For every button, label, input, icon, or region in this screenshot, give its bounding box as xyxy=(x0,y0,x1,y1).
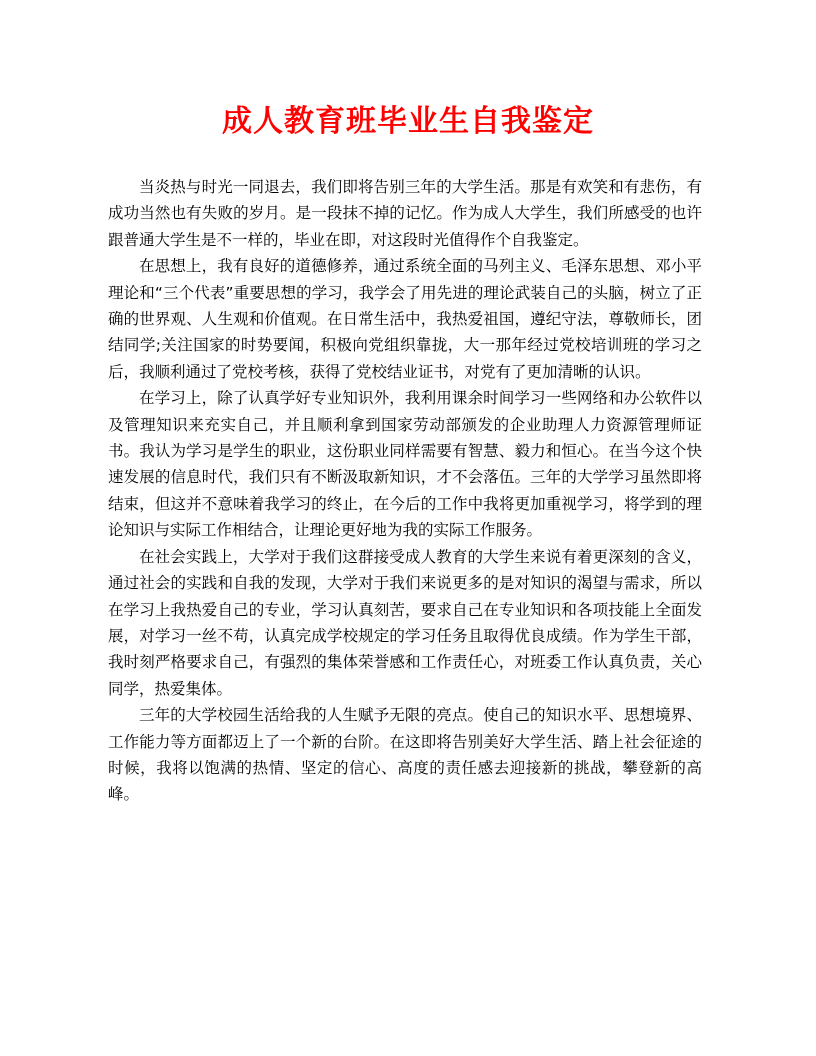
paragraph-ideology: 在思想上，我有良好的道德修养，通过系统全面的马列主义、毛泽东思想、邓小平理论和“三个代表”重要思想的学习，我学会了用先进的理论武装自己的头脑，树立了正确的世界观、人生观和价值观。在日常生活中，我热爱祖国，遵纪守法，尊敬师长，团结同学;关注国家的时势要闻，积极向党组织靠拢，大一那年经过党校培训班的学习之后，我顺利通过了党校考核，获得了党校结业证书，对党有了更加清晰的认识。 xyxy=(108,257,702,381)
document-title: 成人教育班毕业生自我鉴定 xyxy=(222,104,594,139)
paragraph-conclusion: 三年的大学校园生活给我的人生赋予无限的亮点。使自己的知识水平、思想境界、工作能力等方面都迈上了一个新的台阶。在这即将告别美好大学生活、踏上社会征途的时候，我将以饱满的热情、坚定的信心、高度的责任感去迎接新的挑战，攀登新的高峰。 xyxy=(108,706,702,804)
paragraph-study: 在学习上，除了认真学好专业知识外，我利用课余时间学习一些网络和办公软件以及管理知识来充实自己，并且顺利拿到国家劳动部颁发的企业助理人力资源管理师证书。我认为学习是学生的职业，这份职业同样需要有智慧、毅力和恒心。在当今这个快速发展的信息时代，我们只有不断汲取新知识，才不会落伍。三年的大学学习虽然即将结束，但这并不意味着我学习的终止，在今后的工作中我将更加重视学习，将学到的理论知识与实际工作相结合，让理论更好地为我的实际工作服务。 xyxy=(108,389,702,540)
paragraph-social-practice: 在社会实践上，大学对于我们这群接受成人教育的大学生来说有着更深刻的含义，通过社会的实践和自我的发现，大学对于我们来说更多的是对知识的渴望与需求，所以在学习上我热爱自己的专业，学习认真刻苦，要求自己在专业知识和各项技能上全面发展，对学习一丝不苟，认真完成学校规定的学习任务且取得优良成绩。作为学生干部，我时刻严格要求自己，有强烈的集体荣誉感和工作责任心，对班委工作认真负责，关心同学，热爱集体。 xyxy=(108,547,702,698)
document-body xyxy=(108,174,702,808)
paragraph-intro: 当炎热与时光一同退去，我们即将告别三年的大学生活。那是有欢笑和有悲伤，有成功当然也有失败的岁月。是一段抹不掉的记忆。作为成人大学生，我们所感受的也许跟普通大学生是不一样的，毕业在即，对这段时光值得作个自我鉴定。 xyxy=(108,178,702,249)
